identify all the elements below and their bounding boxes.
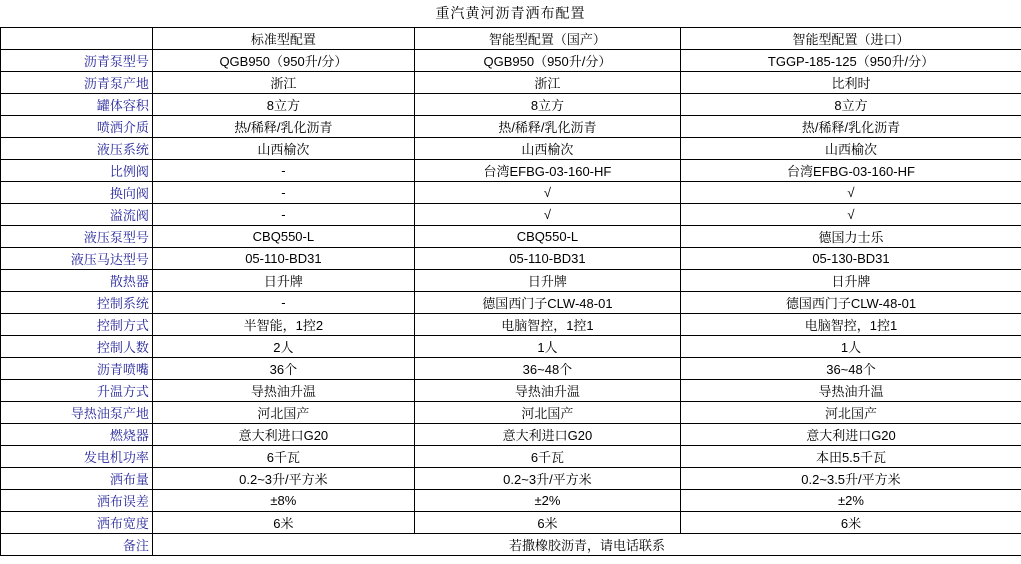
cell-value: TGGP-185-125（950升/分） bbox=[680, 50, 1021, 72]
table-row bbox=[1, 490, 1021, 512]
cell-value: 电脑智控，1控1 bbox=[414, 314, 680, 336]
row-label: 液压泵型号 bbox=[1, 226, 153, 248]
row-label: 喷洒介质 bbox=[1, 116, 153, 138]
table-body bbox=[1, 50, 1021, 534]
table-row bbox=[1, 72, 1021, 94]
cell-value: 0.2~3升/平方米 bbox=[414, 468, 680, 490]
cell-value: 河北国产 bbox=[152, 402, 414, 424]
cell-value: 导热油升温 bbox=[414, 380, 680, 402]
cell-value: 电脑智控，1控1 bbox=[680, 314, 1021, 336]
row-label: 比例阀 bbox=[1, 160, 153, 182]
cell-value: 6米 bbox=[152, 512, 414, 534]
table-row bbox=[1, 292, 1021, 314]
cell-value: 日升牌 bbox=[152, 270, 414, 292]
table-row bbox=[1, 160, 1021, 182]
cell-value: 热/稀释/乳化沥青 bbox=[680, 116, 1021, 138]
cell-value: 6米 bbox=[680, 512, 1021, 534]
cell-value: 意大利进口G20 bbox=[414, 424, 680, 446]
remark-row bbox=[1, 534, 1021, 556]
row-label: 换向阀 bbox=[1, 182, 153, 204]
spec-table bbox=[0, 27, 1021, 556]
cell-value: ±2% bbox=[680, 490, 1021, 512]
cell-value: 05-130-BD31 bbox=[680, 248, 1021, 270]
cell-value: 05-110-BD31 bbox=[152, 248, 414, 270]
cell-value: 日升牌 bbox=[414, 270, 680, 292]
cell-value: 36~48个 bbox=[414, 358, 680, 380]
cell-value: 导热油升温 bbox=[680, 380, 1021, 402]
cell-value: 热/稀释/乳化沥青 bbox=[414, 116, 680, 138]
cell-value: 台湾EFBG-03-160-HF bbox=[414, 160, 680, 182]
cell-value: 6米 bbox=[414, 512, 680, 534]
table-row bbox=[1, 424, 1021, 446]
remark-value: 若撒橡胶沥青，请电话联系 bbox=[152, 534, 1021, 556]
table-row bbox=[1, 270, 1021, 292]
cell-value: 36个 bbox=[152, 358, 414, 380]
row-label: 升温方式 bbox=[1, 380, 153, 402]
cell-value: - bbox=[152, 182, 414, 204]
row-label: 散热器 bbox=[1, 270, 153, 292]
cell-value: 8立方 bbox=[680, 94, 1021, 116]
page-title: 重汽黄河沥青洒布配置 bbox=[435, 5, 586, 21]
cell-value: CBQ550-L bbox=[414, 226, 680, 248]
table-row bbox=[1, 314, 1021, 336]
column-header-smart-imported: 智能型配置（进口） bbox=[680, 28, 1021, 50]
cell-value: 半智能，1控2 bbox=[152, 314, 414, 336]
cell-value: 6千瓦 bbox=[414, 446, 680, 468]
cell-value: CBQ550-L bbox=[152, 226, 414, 248]
row-label: 液压马达型号 bbox=[1, 248, 153, 270]
cell-value: 8立方 bbox=[152, 94, 414, 116]
row-label: 燃烧器 bbox=[1, 424, 153, 446]
column-header-standard: 标准型配置 bbox=[152, 28, 414, 50]
cell-value: 台湾EFBG-03-160-HF bbox=[680, 160, 1021, 182]
table-row bbox=[1, 380, 1021, 402]
cell-value: 山西榆次 bbox=[152, 138, 414, 160]
row-label: 罐体容积 bbox=[1, 94, 153, 116]
cell-value: 8立方 bbox=[414, 94, 680, 116]
corner-cell bbox=[1, 28, 153, 50]
cell-value: 山西榆次 bbox=[680, 138, 1021, 160]
cell-value: 1人 bbox=[680, 336, 1021, 358]
row-label: 控制人数 bbox=[1, 336, 153, 358]
cell-value: 河北国产 bbox=[414, 402, 680, 424]
row-label: 导热油泵产地 bbox=[1, 402, 153, 424]
table-row bbox=[1, 248, 1021, 270]
row-label: 洒布误差 bbox=[1, 490, 153, 512]
cell-value: QGB950（950升/分） bbox=[152, 50, 414, 72]
cell-value: 05-110-BD31 bbox=[414, 248, 680, 270]
cell-value: 德国西门子CLW-48-01 bbox=[414, 292, 680, 314]
row-label: 液压系统 bbox=[1, 138, 153, 160]
table-row bbox=[1, 50, 1021, 72]
row-label: 洒布宽度 bbox=[1, 512, 153, 534]
row-label: 溢流阀 bbox=[1, 204, 153, 226]
remark-label: 备注 bbox=[1, 534, 153, 556]
table-row bbox=[1, 446, 1021, 468]
table-row bbox=[1, 358, 1021, 380]
row-label: 沥青喷嘴 bbox=[1, 358, 153, 380]
cell-value: 浙江 bbox=[152, 72, 414, 94]
table-row bbox=[1, 336, 1021, 358]
cell-value: 河北国产 bbox=[680, 402, 1021, 424]
cell-value: √ bbox=[680, 204, 1021, 226]
cell-value: - bbox=[152, 204, 414, 226]
table-row bbox=[1, 138, 1021, 160]
table-row bbox=[1, 116, 1021, 138]
table-row bbox=[1, 182, 1021, 204]
row-label: 沥青泵型号 bbox=[1, 50, 153, 72]
cell-value: 1人 bbox=[414, 336, 680, 358]
cell-value: - bbox=[152, 292, 414, 314]
cell-value: 日升牌 bbox=[680, 270, 1021, 292]
cell-value: 意大利进口G20 bbox=[680, 424, 1021, 446]
cell-value: 36~48个 bbox=[680, 358, 1021, 380]
column-header-smart-domestic: 智能型配置（国产） bbox=[414, 28, 680, 50]
cell-value: 比利时 bbox=[680, 72, 1021, 94]
cell-value: √ bbox=[680, 182, 1021, 204]
cell-value: 0.2~3.5升/平方米 bbox=[680, 468, 1021, 490]
table-row bbox=[1, 402, 1021, 424]
table-row bbox=[1, 94, 1021, 116]
row-label: 洒布量 bbox=[1, 468, 153, 490]
cell-value: 德国力士乐 bbox=[680, 226, 1021, 248]
table-row bbox=[1, 468, 1021, 490]
cell-value: 2人 bbox=[152, 336, 414, 358]
cell-value: 0.2~3升/平方米 bbox=[152, 468, 414, 490]
cell-value: 6千瓦 bbox=[152, 446, 414, 468]
cell-value: √ bbox=[414, 182, 680, 204]
row-label: 控制系统 bbox=[1, 292, 153, 314]
row-label: 发电机功率 bbox=[1, 446, 153, 468]
cell-value: QGB950（950升/分） bbox=[414, 50, 680, 72]
cell-value: 导热油升温 bbox=[152, 380, 414, 402]
cell-value: - bbox=[152, 160, 414, 182]
cell-value: ±2% bbox=[414, 490, 680, 512]
table-row bbox=[1, 512, 1021, 534]
row-label: 沥青泵产地 bbox=[1, 72, 153, 94]
row-label: 控制方式 bbox=[1, 314, 153, 336]
header-row bbox=[1, 28, 1021, 50]
cell-value: 热/稀释/乳化沥青 bbox=[152, 116, 414, 138]
table-row bbox=[1, 204, 1021, 226]
cell-value: 浙江 bbox=[414, 72, 680, 94]
cell-value: 意大利进口G20 bbox=[152, 424, 414, 446]
cell-value: √ bbox=[414, 204, 680, 226]
cell-value: 山西榆次 bbox=[414, 138, 680, 160]
cell-value: ±8% bbox=[152, 490, 414, 512]
table-row bbox=[1, 226, 1021, 248]
cell-value: 德国西门子CLW-48-01 bbox=[680, 292, 1021, 314]
cell-value: 本田5.5千瓦 bbox=[680, 446, 1021, 468]
